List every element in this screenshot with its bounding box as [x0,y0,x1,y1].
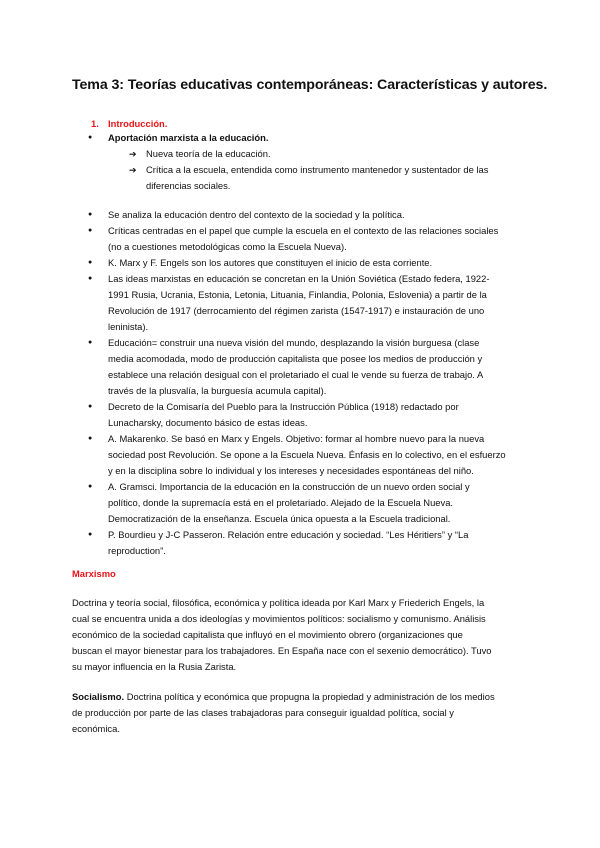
bullet-icon: ● [88,403,93,410]
bullet-line: político, donde la supremacía está en el proletariado. Alejado de la Escuela Nueva. [108,497,454,508]
bullet-line: establece una relación desigual con el proletariado el cual le vende su fuerza de trabajo. A [108,369,484,380]
bullet-icon: ● [88,134,93,141]
bullet-icon: ● [88,339,93,346]
arrow-right-icon: ➔ [129,149,137,159]
arrow-right-icon: ➔ [129,165,137,175]
section-number: 1. [91,118,99,129]
bullet-line: Educación= construir una nueva visión del mundo, desplazando la visión burguesa (clase [108,337,480,348]
intro-bullet-text: Aportación marxista a la educación. [108,132,269,143]
paragraph-line: buscan el mayor bienestar para los trabajadores. En España nace con el sexenio democrático). Tuvo [72,645,492,656]
section-heading-marxismo: Marxismo [72,568,116,579]
term-socialismo: Socialismo. [72,691,125,702]
bullet-line: P. Bourdieu y J-C Passeron. Relación entre educación y sociedad. “Les Héritiers” y “La [108,529,469,540]
sub-item-line: Crítica a la escuela, entendida como instrumento mantenedor y sustentador de las [146,164,489,175]
bullet-line: y en la disciplina sobre lo individual y los intereses y necesidades espontáneas del niño. [108,465,474,476]
paragraph-line: económica. [72,723,120,734]
bullet-icon: ● [88,275,93,282]
bullet-icon: ● [88,531,93,538]
sub-item-line: Nueva teoría de la educación. [146,148,271,159]
bullet-icon: ● [88,483,93,490]
paragraph-line: Doctrina y teoría social, filosófica, económica y política ideada por Karl Marx y Friederich Engels, la [72,597,485,608]
bullet-line: leninista). [108,321,149,332]
bullet-icon: ● [88,259,93,266]
bullet-line: 1991 Rusia, Ucrania, Estonia, Letonia, Lituania, Finlandia, Polonia, Eslovenia) a partir de la [108,289,487,300]
paragraph-line: económico de la sociedad capitalista que influyó en el movimiento obrero (organizaciones que [72,629,463,640]
bullet-line: Se analiza la educación dentro del contexto de la sociedad y la política. [108,209,405,220]
sub-item-line: diferencias sociales. [146,180,231,191]
paragraph-line: cual se encuentra unida a dos ideologías y movimientos políticos: socialismo y comunismo. Análisis [72,613,486,624]
paragraph-line: de producción por parte de las clases trabajadoras para conseguir igualdad política, social y [72,707,454,718]
bullet-line: media acomodada, modo de producción capitalista que posee los medios de producción y [108,353,483,364]
definition-text: Doctrina política y económica que propugna la propiedad y administración de los medios [124,691,495,702]
bullet-line: Democratización de la enseñanza. Escuela única opuesta a la Escuela tradicional. [108,513,451,524]
bullet-line: Revolución de 1917 (derrocamiento del régimen zarista (1547-1917) e instauración de uno [108,305,485,316]
bullet-line: Decreto de la Comisaría del Pueblo para la Instrucción Pública (1918) redactado por [108,401,459,412]
paragraph-line: su mayor influencia en la Rusia Zarista. [72,661,237,672]
bullet-icon: ● [88,435,93,442]
bullet-line: través de la plusvalía, la burguesía acumula capital). [108,385,327,396]
bullet-line: Las ideas marxistas en educación se concretan en la Unión Soviética (Estado federa, 1922- [108,273,490,284]
bullet-line: Críticas centradas en el papel que cumple la escuela en el contexto de las relaciones sociales [108,225,499,236]
bullet-line: Lunacharsky, documento básico de estas ideas. [108,417,308,428]
section-heading: Introducción. [108,118,168,129]
page-title: Tema 3: Teorías educativas contemporáneas: Características y autores. [72,77,548,93]
bullet-line: A. Gramsci. Importancia de la educación en la construcción de un nuevo orden social y [108,481,470,492]
bullet-line: (no a cuestiones metodológicas como la Escuela Nueva). [108,241,347,252]
bullet-line: K. Marx y F. Engels son los autores que constituyen el inicio de esta corriente. [108,257,433,268]
bullet-line: A. Makarenko. Se basó en Marx y Engels. Objetivo: formar al hombre nuevo para la nueva [108,433,485,444]
bullet-line: sociedad post Revolución. Se opone a la Escuela Nueva. Énfasis en lo colectivo, en el esfuerzo [108,449,506,460]
bullet-icon: ● [88,227,93,234]
paragraph-line [72,691,495,703]
bullet-icon: ● [88,211,93,218]
bullet-line: reproduction”. [108,545,166,556]
